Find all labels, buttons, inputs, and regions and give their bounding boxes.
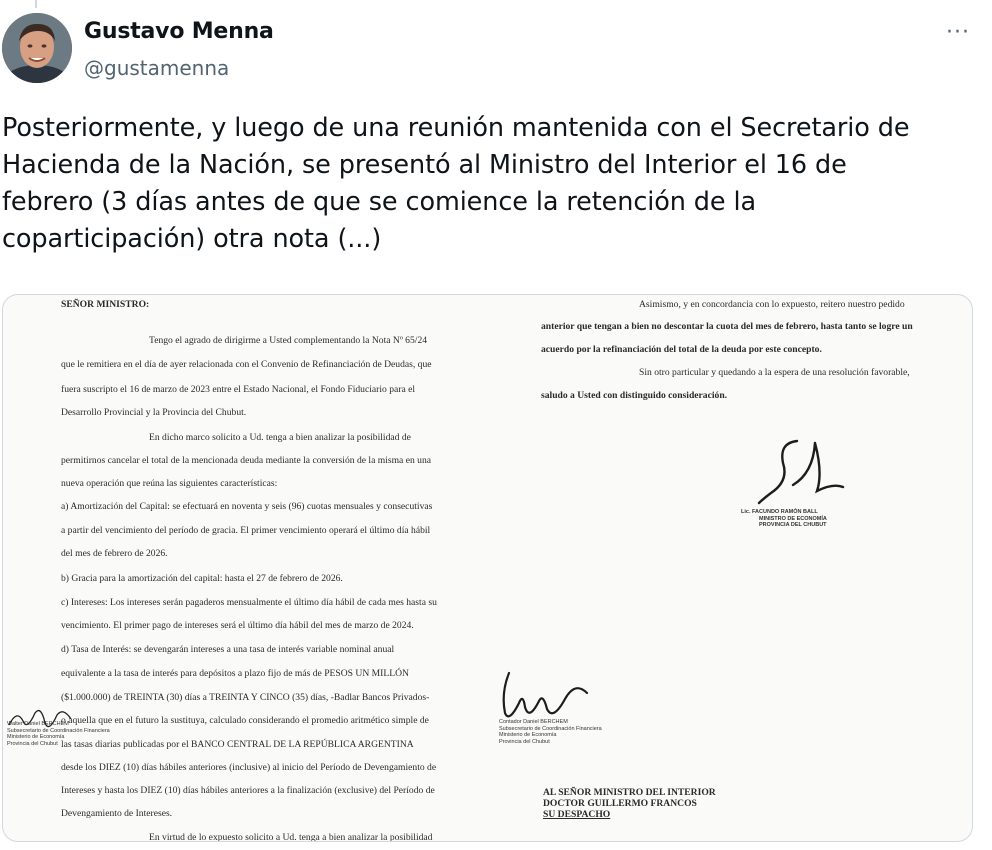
doc-line: las tasas diarias publicadas por el BANCO CENTRAL DE LA REPÚBLICA ARGENTINA bbox=[61, 739, 414, 750]
doc-line: Intereses y hasta los DIEZ (10) días hábiles anteriores a la finalización (exclusive) del Período de bbox=[61, 785, 435, 796]
doc-line: Devengamiento de Intereses. bbox=[61, 808, 173, 819]
doc-line: permitirnos cancelar el total de la mencionada deuda mediante la conversión de la misma en una bbox=[61, 455, 432, 466]
document-left-page bbox=[3, 295, 483, 842]
stamp-line: Provincia del Chubut bbox=[499, 738, 550, 745]
tweet-text-line: coparticipación) otra nota (...) bbox=[2, 224, 382, 254]
display-name[interactable]: Gustavo Menna bbox=[84, 19, 274, 44]
stamp-middle bbox=[499, 719, 602, 745]
user-handle[interactable]: @gustamenna bbox=[84, 56, 230, 80]
tweet-text-line: Posteriormente, y luego de una reunión mantenida con el Secretario de bbox=[2, 113, 910, 143]
doc-line: En virtud de lo expuesto solicito a Ud. tenga a bien analizar la posibilidad bbox=[149, 832, 433, 842]
doc-line: d) Tasa de Interés: se devengarán intereses a una tasa de interés variable nominal anual bbox=[61, 644, 395, 655]
stamp-right bbox=[741, 509, 827, 529]
doc-line: nueva operación que reúna las siguientes características: bbox=[61, 478, 278, 489]
doc-line: desde los DIEZ (10) días hábiles anteriores (inclusive) al inicio del Período de Devengamiento de bbox=[61, 762, 437, 773]
stamp-line: Provincia del Chubut bbox=[7, 740, 58, 747]
tweet-text bbox=[2, 110, 962, 258]
stamp-line: Lic. FACUNDO RAMÓN BALL bbox=[741, 509, 818, 515]
stamp-line: MINISTRO DE ECONOMÍA bbox=[759, 515, 827, 522]
doc-line: equivalente a la tasa de interés para depósitos a plazo fijo de más de PESOS UN MILLÓN bbox=[61, 668, 409, 679]
doc-line: saludo a Usted con distinguido consideración. bbox=[541, 390, 728, 401]
doc-line: a) Amortización del Capital: se efectuará en noventa y seis (96) cuotas mensuales y consecutivas bbox=[61, 501, 433, 512]
tweet-text-line: febrero (3 días antes de que se comience la retención de la bbox=[2, 187, 756, 217]
stamp-line: Subsecretario de Coordinación Financiera bbox=[499, 725, 602, 732]
addressee-line: SU DESPACHO bbox=[543, 809, 611, 820]
addressee-line: DOCTOR GUILLERMO FRANCOS bbox=[543, 798, 697, 809]
doc-line: ($1.000.000) de TREINTA (30) días a TREINTA Y CINCO (35) días, -Badlar Bancos Privados- bbox=[61, 692, 430, 703]
stamp-line: Ministerio de Economía bbox=[7, 734, 65, 740]
doc-line: b) Gracia para la amortización del capital: hasta el 27 de febrero de 2026. bbox=[61, 573, 343, 584]
doc-line: fuera suscripto el 16 de marzo de 2023 entre el Estado Nacional, el Fondo Fiduciario para el bbox=[61, 384, 416, 395]
stamp-line: Walter Daniel BERCHEM bbox=[7, 721, 69, 727]
stamp-left bbox=[7, 721, 110, 747]
stamp-line: Subsecretario de Coordinación Financiera bbox=[7, 727, 110, 734]
tweet-text-line: Hacienda de la Nación, se presentó al Ministro del Interior el 16 de bbox=[2, 150, 847, 180]
addressee-line: AL SEÑOR MINISTRO DEL INTERIOR bbox=[543, 787, 716, 798]
doc-line: Tengo el agrado de dirigirme a Usted complementando la Nota Nº 65/24 bbox=[149, 335, 428, 346]
tweet-media-image[interactable] bbox=[2, 294, 973, 842]
doc-line: Sin otro particular y quedando a la espera de una resolución favorable, bbox=[639, 367, 910, 378]
thread-connector bbox=[35, 0, 37, 8]
doc-line: Asimismo, y en concordancia con lo expuesto, reitero nuestro pedido bbox=[639, 299, 905, 310]
doc-line: anterior que tengan a bien no descontar la cuota del mes de febrero, hasta tanto se logre un bbox=[541, 321, 913, 332]
doc-line: que le remitiera en el día de ayer relacionada con el Convenio de Refinanciación de Deudas, que bbox=[61, 359, 432, 370]
doc-line: c) Intereses: Los intereses serán pagaderos mensualmente el último día hábil de cada mes hasta su bbox=[61, 597, 437, 608]
doc-line: o aquella que en el futuro la sustituya, calculado considerando el promedio aritmético simple de bbox=[61, 715, 429, 726]
doc-line: SEÑOR MINISTRO: bbox=[61, 299, 150, 310]
stamp-line: Ministerio de Economía bbox=[499, 732, 557, 738]
avatar-portrait-icon bbox=[2, 13, 72, 83]
doc-line: Desarrollo Provincial y la Provincia del Chubut. bbox=[61, 407, 247, 418]
stamp-line: Contador Daniel BERCHEM bbox=[499, 719, 568, 725]
avatar[interactable] bbox=[2, 13, 72, 83]
doc-line: del mes de febrero de 2026. bbox=[61, 548, 168, 559]
stamp-line: PROVINCIA DEL CHUBUT bbox=[759, 522, 827, 528]
doc-line: En dicho marco solicito a Ud. tenga a bien analizar la posibilidad de bbox=[149, 432, 411, 443]
doc-line: acuerdo por la refinanciación del total de la deuda por este concepto. bbox=[541, 344, 822, 355]
doc-line: a partir del vencimiento del período de gracia. El primer vencimiento operará el último día hábil bbox=[61, 525, 431, 536]
signature-right-icon bbox=[753, 433, 853, 513]
document-right-page bbox=[483, 295, 973, 842]
more-options-icon[interactable]: ··· bbox=[946, 20, 970, 45]
doc-line: vencimiento. El primer pago de intereses será el último día hábil del mes de marzo de 2024. bbox=[61, 620, 414, 631]
